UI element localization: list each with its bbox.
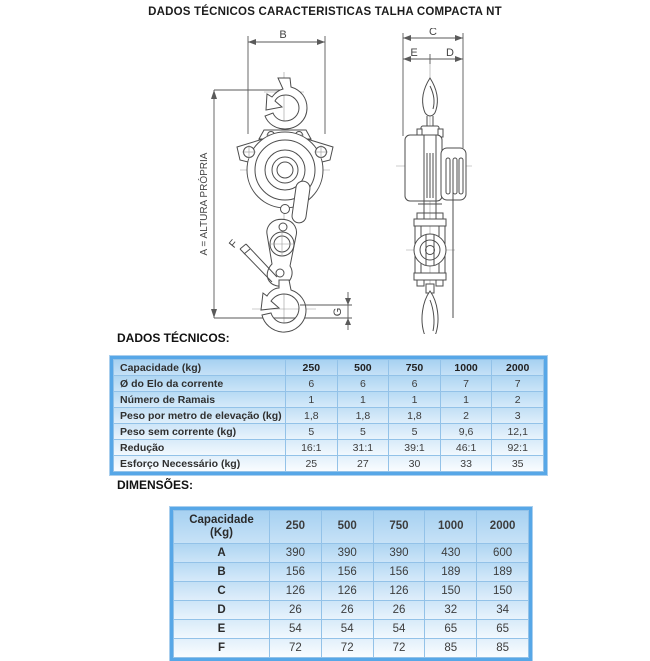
cell: 72 [270,639,322,658]
side-top-hook [417,78,443,140]
cell: 7 [492,376,544,392]
dim-g [300,292,352,330]
cell: 6 [337,376,389,392]
cell: 25 [286,456,338,472]
cell: 1 [286,392,338,408]
cell: 9,6 [440,424,492,440]
dim-label-a: A = ALTURA PRÓPRIA [199,152,210,256]
row-label: D [174,601,270,620]
cell: 1,8 [389,408,441,424]
cell: 2 [492,392,544,408]
cell: 54 [321,620,373,639]
row-label: E [174,620,270,639]
cell: 54 [270,620,322,639]
cell: 1,8 [337,408,389,424]
hoist-body-circle [237,132,333,224]
table-row [114,392,544,408]
dimensions-section-heading: DIMENSÕES: [117,478,194,492]
table-header-row [114,360,544,376]
cell: 150 [425,582,477,601]
table-row [174,582,529,601]
dim-header-1000: 1000 [425,511,477,544]
dim-label-d: D [446,47,454,59]
table-row [174,544,529,563]
technical-data-table [110,356,547,475]
cell: 65 [477,620,529,639]
page-title: DADOS TÉCNICOS CARACTERISTICAS TALHA COMPACTA NT [148,6,502,18]
row-label: Esforço Necessário (kg) [114,456,286,472]
dim-header-750: 750 [373,511,425,544]
cell: 30 [389,456,441,472]
cell: 156 [321,563,373,582]
cell: 35 [492,456,544,472]
table-row [174,639,529,658]
dim-label-g: G [332,307,344,317]
tech-header-750: 750 [389,360,441,376]
cell: 16:1 [286,440,338,456]
cell: 1 [337,392,389,408]
dim-label-f: F [226,237,241,251]
cell: 126 [321,582,373,601]
table-row [114,440,544,456]
cell: 3 [492,408,544,424]
tech-header-250: 250 [286,360,338,376]
dim-header-500: 500 [321,511,373,544]
cell: 72 [373,639,425,658]
dim-label-b: B [279,29,287,41]
cell: 26 [270,601,322,620]
row-label: Ø do Elo da corrente [114,376,286,392]
table-row [174,563,529,582]
cell: 390 [270,544,322,563]
row-label: B [174,563,270,582]
cell: 390 [373,544,425,563]
dim-header-2000: 2000 [477,511,529,544]
cell: 2 [440,408,492,424]
side-body [405,135,466,218]
cell: 126 [373,582,425,601]
table-row [114,376,544,392]
top-hook [265,78,307,129]
tech-header-2000: 2000 [492,360,544,376]
dim-header-label-line2: (Kg) [210,527,233,539]
cell: 85 [425,639,477,658]
cell: 189 [477,563,529,582]
cell: 34 [477,601,529,620]
cell: 1 [389,392,441,408]
cell: 6 [389,376,441,392]
table-row [114,408,544,424]
cell: 85 [477,639,529,658]
bottom-hook [261,280,306,332]
cell: 126 [270,582,322,601]
link-plate [267,219,297,286]
dim-header-label [174,511,270,544]
dim-header-250: 250 [270,511,322,544]
tech-header-1000: 1000 [440,360,492,376]
cell: 6 [286,376,338,392]
tech-section-heading: DADOS TÉCNICOS: [117,331,230,345]
front-view [197,29,352,332]
table-row [114,424,544,440]
tech-header-label: Capacidade (kg) [114,360,286,376]
cell: 430 [425,544,477,563]
cell: 156 [373,563,425,582]
cell: 5 [389,424,441,440]
dim-header-label-line1: Capacidade [189,513,254,526]
cell: 150 [477,582,529,601]
row-label: A [174,544,270,563]
cell: 390 [321,544,373,563]
cell: 12,1 [492,424,544,440]
dim-label-c: C [429,28,437,38]
row-label: Peso por metro de elevação (kg) [114,408,286,424]
cell: 72 [321,639,373,658]
cell: 7 [440,376,492,392]
cell: 5 [286,424,338,440]
cell: 189 [425,563,477,582]
table-header-row [174,511,529,544]
cell: 1,8 [286,408,338,424]
cell: 32 [425,601,477,620]
cell: 92:1 [492,440,544,456]
table-row [174,620,529,639]
cell: 27 [337,456,389,472]
row-label: C [174,582,270,601]
row-label: F [174,639,270,658]
table-row [174,601,529,620]
cell: 156 [270,563,322,582]
row-label: Peso sem corrente (kg) [114,424,286,440]
row-label: Número de Ramais [114,392,286,408]
dimensions-table [170,507,532,661]
table-row [114,456,544,472]
side-view [396,28,472,334]
cell: 33 [440,456,492,472]
dim-label-e: E [410,47,418,59]
tech-header-500: 500 [337,360,389,376]
cell: 31:1 [337,440,389,456]
cell: 65 [425,620,477,639]
cell: 26 [373,601,425,620]
cell: 54 [373,620,425,639]
cell: 5 [337,424,389,440]
cell: 26 [321,601,373,620]
cell: 600 [477,544,529,563]
row-label: Redução [114,440,286,456]
side-pulley-block [414,213,446,286]
cell: 1 [440,392,492,408]
cell: 46:1 [440,440,492,456]
technical-drawing [0,28,650,334]
cell: 39:1 [389,440,441,456]
side-bottom-hook [422,284,438,334]
